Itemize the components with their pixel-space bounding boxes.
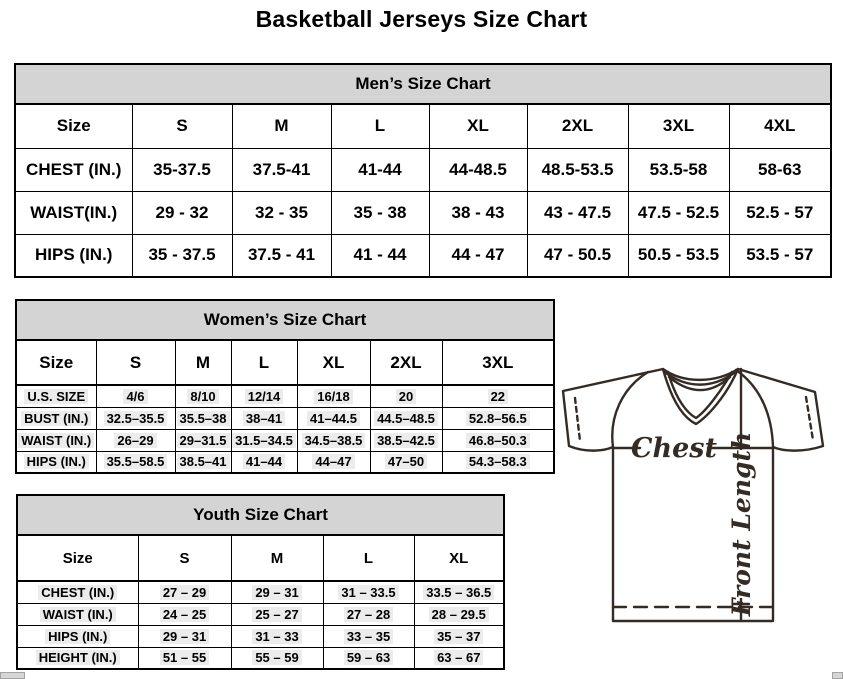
size-value-cell: 48.5-53.5 — [527, 148, 628, 191]
size-value: 33 – 35 — [344, 629, 393, 644]
size-value: 32.5–35.5 — [104, 411, 168, 426]
size-value: 47–50 — [385, 454, 427, 469]
size-value: 26–29 — [114, 433, 156, 448]
size-value-cell: 53.5 - 57 — [729, 234, 831, 277]
size-value-cell — [442, 407, 554, 429]
jersey-line-art — [563, 369, 823, 621]
size-value-cell — [323, 647, 414, 669]
size-value-cell — [96, 385, 175, 407]
mens-size-table — [14, 63, 832, 278]
size-value: 16/18 — [314, 389, 353, 404]
row-label-cell — [17, 603, 138, 625]
size-value-cell — [231, 407, 297, 429]
column-header-cell: M — [232, 104, 331, 148]
size-value-cell — [138, 625, 231, 647]
column-header-cell: 3XL — [442, 340, 554, 385]
size-value-cell — [231, 385, 297, 407]
size-value-cell — [96, 429, 175, 451]
size-value-cell: 43 - 47.5 — [527, 191, 628, 234]
horizontal-scrollbar-fragment[interactable] — [0, 672, 25, 679]
table-row — [16, 385, 554, 407]
size-value-cell — [231, 581, 323, 603]
size-value-cell: 58-63 — [729, 148, 831, 191]
size-value: 41–44.5 — [307, 411, 360, 426]
row-label-cell — [17, 581, 138, 603]
row-label: HIPS (IN.) — [24, 454, 89, 469]
size-value-cell — [231, 647, 323, 669]
size-value: 38–41 — [243, 411, 285, 426]
table-row — [17, 625, 504, 647]
row-label: BUST (IN.) — [21, 411, 91, 426]
row-label: HIPS (IN.) — [45, 629, 110, 644]
row-label-cell — [17, 625, 138, 647]
table-row — [16, 429, 554, 451]
table-row — [15, 234, 831, 277]
row-label-cell: CHEST (IN.) — [15, 148, 132, 191]
size-value-cell — [414, 625, 504, 647]
table-header-row — [17, 535, 504, 581]
size-value-cell: 29 - 32 — [132, 191, 232, 234]
row-label-cell — [16, 429, 96, 451]
size-value-cell — [175, 451, 231, 473]
size-value-cell: 50.5 - 53.5 — [628, 234, 729, 277]
size-value: 41–44 — [243, 454, 285, 469]
size-value: 46.8–50.3 — [466, 433, 530, 448]
size-value-cell — [370, 429, 442, 451]
size-value-cell: 47 - 50.5 — [527, 234, 628, 277]
size-value-cell: 47.5 - 52.5 — [628, 191, 729, 234]
column-header-cell: 2XL — [527, 104, 628, 148]
size-value: 25 – 27 — [252, 607, 301, 622]
column-header-cell: S — [132, 104, 232, 148]
size-value-cell: 37.5 - 41 — [232, 234, 331, 277]
size-value-cell — [231, 603, 323, 625]
column-header-cell: L — [323, 535, 414, 581]
table-title-row — [15, 64, 831, 104]
size-value-cell — [370, 407, 442, 429]
row-label-cell — [17, 647, 138, 669]
size-value: 27 – 29 — [160, 585, 209, 600]
size-value: 24 – 25 — [160, 607, 209, 622]
size-value: 4/6 — [123, 389, 147, 404]
size-value: 27 – 28 — [344, 607, 393, 622]
size-value: 33.5 – 36.5 — [423, 585, 494, 600]
row-label-cell — [16, 407, 96, 429]
size-value: 31 – 33 — [252, 629, 301, 644]
row-label-cell — [16, 385, 96, 407]
table-row — [17, 603, 504, 625]
size-value: 59 – 63 — [344, 650, 393, 665]
row-label-cell: WAIST(IN.) — [15, 191, 132, 234]
size-value-cell: 32 - 35 — [232, 191, 331, 234]
size-value: 35.5–38 — [177, 411, 230, 426]
size-value-cell — [297, 385, 370, 407]
size-value-cell — [297, 429, 370, 451]
size-value: 12/14 — [245, 389, 284, 404]
youth-table-title: Youth Size Chart — [17, 495, 504, 535]
column-header-cell: XL — [414, 535, 504, 581]
size-value: 35 – 37 — [434, 629, 483, 644]
table-row — [16, 451, 554, 473]
size-value-cell — [175, 429, 231, 451]
jersey-diagram — [556, 360, 843, 632]
size-value-cell: 53.5-58 — [628, 148, 729, 191]
chest-measure-label: Chest — [631, 433, 717, 464]
column-header-cell: S — [96, 340, 175, 385]
size-value-cell — [323, 603, 414, 625]
column-header-cell: L — [231, 340, 297, 385]
size-value-cell — [231, 625, 323, 647]
size-value: 52.8–56.5 — [466, 411, 530, 426]
horizontal-scrollbar-fragment[interactable] — [832, 672, 843, 679]
size-value-cell: 37.5-41 — [232, 148, 331, 191]
size-value-cell — [96, 451, 175, 473]
column-header-cell: M — [231, 535, 323, 581]
size-value: 8/10 — [187, 389, 218, 404]
row-label-cell — [16, 451, 96, 473]
size-value-cell: 35 - 37.5 — [132, 234, 232, 277]
size-value: 63 – 67 — [434, 650, 483, 665]
size-value: 31.5–34.5 — [232, 433, 296, 448]
size-value-cell: 44 - 47 — [429, 234, 527, 277]
column-header-cell: S — [138, 535, 231, 581]
mens-table-title: Men’s Size Chart — [15, 64, 831, 104]
column-header-cell: Size — [17, 535, 138, 581]
womens-table-title: Women’s Size Chart — [16, 300, 554, 340]
column-header-cell: M — [175, 340, 231, 385]
row-label: WAIST (IN.) — [40, 607, 116, 622]
column-header-cell: 2XL — [370, 340, 442, 385]
size-value: 29 – 31 — [160, 629, 209, 644]
size-value-cell: 35 - 38 — [331, 191, 429, 234]
size-value: 29 – 31 — [252, 585, 301, 600]
column-header-cell: XL — [429, 104, 527, 148]
jersey-outline — [563, 369, 823, 621]
size-value: 22 — [488, 389, 508, 404]
front-length-measure-label: Front Length — [727, 431, 756, 617]
size-value-cell — [297, 407, 370, 429]
size-value-cell — [231, 451, 297, 473]
table-header-row — [15, 104, 831, 148]
size-value: 55 – 59 — [252, 650, 301, 665]
size-value-cell — [370, 385, 442, 407]
size-value-cell: 38 - 43 — [429, 191, 527, 234]
size-value-cell — [138, 647, 231, 669]
size-value-cell — [231, 429, 297, 451]
size-value-cell: 41 - 44 — [331, 234, 429, 277]
column-header-cell: L — [331, 104, 429, 148]
row-label-cell: HIPS (IN.) — [15, 234, 132, 277]
size-value-cell — [414, 603, 504, 625]
size-value-cell: 41-44 — [331, 148, 429, 191]
page-title: Basketball Jerseys Size Chart — [255, 6, 588, 32]
size-value-cell: 52.5 - 57 — [729, 191, 831, 234]
front-length-label-group — [727, 432, 756, 617]
table-header-row — [16, 340, 554, 385]
size-value: 28 – 29.5 — [429, 607, 489, 622]
size-value: 20 — [396, 389, 416, 404]
column-header-cell: Size — [15, 104, 132, 148]
row-label: U.S. SIZE — [24, 389, 88, 404]
size-value-cell — [370, 451, 442, 473]
table-row — [17, 647, 504, 669]
column-header-cell: 4XL — [729, 104, 831, 148]
table-row — [17, 581, 504, 603]
size-value-cell — [323, 581, 414, 603]
size-value-cell — [442, 429, 554, 451]
size-value: 31 – 33.5 — [338, 585, 398, 600]
size-value-cell — [297, 451, 370, 473]
size-value: 38.5–41 — [177, 454, 230, 469]
womens-size-table — [15, 299, 555, 474]
size-value-cell — [323, 625, 414, 647]
table-title-row — [16, 300, 554, 340]
size-value: 51 – 55 — [160, 650, 209, 665]
row-label: WAIST (IN.) — [18, 433, 94, 448]
column-header-cell: Size — [16, 340, 96, 385]
column-header-cell: XL — [297, 340, 370, 385]
size-value-cell — [138, 581, 231, 603]
table-row — [15, 191, 831, 234]
row-label: CHEST (IN.) — [38, 585, 117, 600]
size-value-cell — [414, 581, 504, 603]
size-value: 35.5–58.5 — [104, 454, 168, 469]
size-value-cell — [138, 603, 231, 625]
size-value-cell — [175, 385, 231, 407]
table-row — [15, 148, 831, 191]
size-value: 38.5–42.5 — [374, 433, 438, 448]
size-value-cell — [442, 385, 554, 407]
size-value: 29–31.5 — [177, 433, 230, 448]
size-value-cell: 35-37.5 — [132, 148, 232, 191]
table-row — [16, 407, 554, 429]
size-value: 54.3–58.3 — [466, 454, 530, 469]
size-value-cell — [414, 647, 504, 669]
row-label: HEIGHT (IN.) — [36, 650, 120, 665]
size-value-cell — [175, 407, 231, 429]
size-value: 44.5–48.5 — [374, 411, 438, 426]
size-value: 44–47 — [312, 454, 354, 469]
table-title-row — [17, 495, 504, 535]
youth-size-table — [16, 494, 505, 670]
size-value-cell — [442, 451, 554, 473]
size-value-cell: 44-48.5 — [429, 148, 527, 191]
size-value: 34.5–38.5 — [302, 433, 366, 448]
column-header-cell: 3XL — [628, 104, 729, 148]
size-value-cell — [96, 407, 175, 429]
